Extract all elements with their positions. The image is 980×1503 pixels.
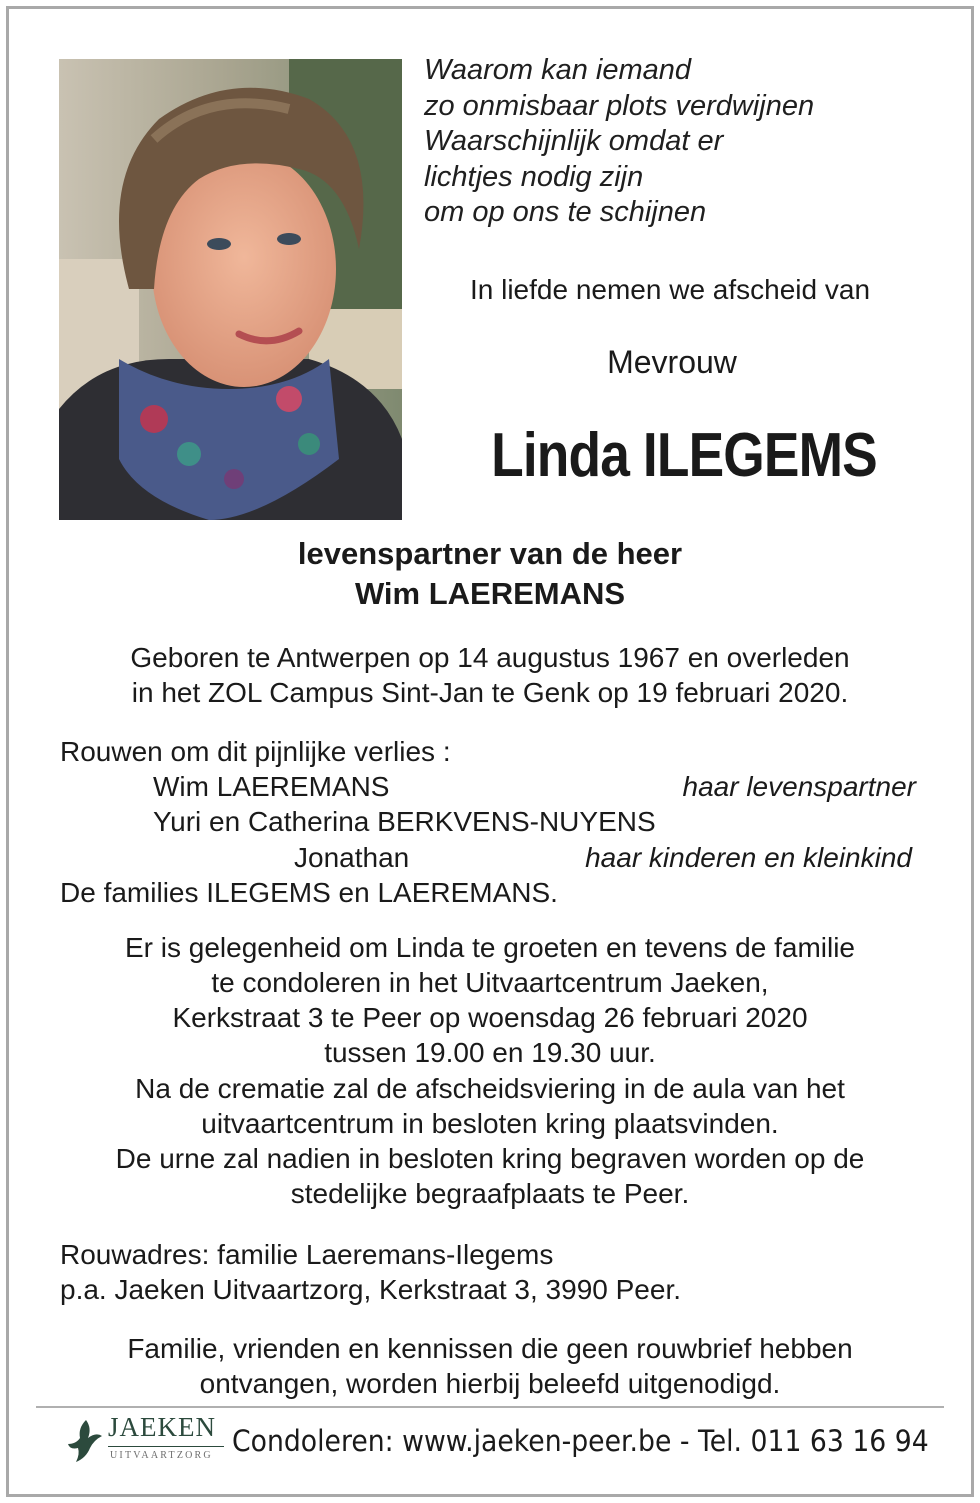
- condolence-line: Condoleren: www.jaeken-peer.be - Tel. 011 63 16 94: [232, 1424, 929, 1458]
- families-line: De families ILEGEMS en LAEREMANS.: [60, 877, 558, 908]
- mourner-name: Yuri en Catherina BERKVENS-NUYENS: [153, 806, 656, 837]
- poem-line: om op ons te schijnen: [424, 196, 707, 228]
- visitation-line: te condoleren in het Uitvaartcentrum Jaeken,: [211, 967, 769, 998]
- partner-name: Wim LAEREMANS: [354, 576, 626, 611]
- logo-name: JAEKEN: [108, 1412, 216, 1442]
- jaeken-logo: [64, 1412, 234, 1468]
- poem: [424, 53, 944, 231]
- dove-icon: [66, 1418, 104, 1464]
- portrait-photo: [59, 59, 402, 520]
- visitation-line: Na de crematie zal de afscheidsviering in de aula van het: [135, 1073, 845, 1104]
- poem-line: Waarschijnlijk omdat er: [424, 125, 724, 157]
- poem-line: Waarom kan iemand: [424, 54, 692, 86]
- birth-death-line: in het ZOL Campus Sint-Jan te Genk op 19 februari 2020.: [131, 677, 849, 708]
- mourner-name: Jonathan: [294, 842, 410, 873]
- visitation-line: De urne zal nadien in besloten kring begraven worden op de: [115, 1143, 865, 1174]
- mourner-relation: haar levenspartner: [682, 771, 916, 802]
- poem-line: lichtjes nodig zijn: [424, 160, 644, 193]
- logo-subtitle: UITVAARTZORG: [110, 1450, 213, 1461]
- invitation-line: ontvangen, worden hierbij beleefd uitgenodigd.: [199, 1368, 781, 1399]
- address-line: Rouwadres: familie Laeremans-Ilegems: [60, 1239, 554, 1270]
- logo-rule: [108, 1446, 224, 1447]
- deceased-name: Linda ILEGEMS: [491, 421, 877, 490]
- birth-death-line: Geboren te Antwerpen op 14 augustus 1967 en overleden: [130, 642, 850, 673]
- mourners-heading: Rouwen om dit pijnlijke verlies :: [60, 736, 451, 767]
- visitation-line: stedelijke begraafplaats te Peer.: [290, 1178, 690, 1209]
- partner-line: levenspartner van de heer: [297, 536, 683, 571]
- visitation-line: Er is gelegenheid om Linda te groeten en tevens de familie: [124, 932, 856, 963]
- invitation-line: Familie, vrienden en kennissen die geen rouwbrief hebben: [127, 1333, 853, 1364]
- visitation-line: uitvaartcentrum in besloten kring plaatsvinden.: [201, 1108, 779, 1139]
- salutation: Mevrouw: [607, 344, 737, 380]
- visitation-line: Kerkstraat 3 te Peer op woensdag 26 februari 2020: [172, 1002, 808, 1033]
- mourner-relation: haar kinderen en kleinkind: [585, 842, 912, 873]
- footer-divider: [36, 1406, 944, 1408]
- address-line: p.a. Jaeken Uitvaartzorg, Kerkstraat 3, 3990 Peer.: [60, 1274, 682, 1305]
- intro-text: In liefde nemen we afscheid van: [469, 274, 871, 305]
- mourner-name: Wim LAEREMANS: [153, 771, 390, 802]
- poem-line: zo onmisbaar plots verdwijnen: [424, 89, 815, 122]
- visitation-line: tussen 19.00 en 19.30 uur.: [324, 1037, 656, 1068]
